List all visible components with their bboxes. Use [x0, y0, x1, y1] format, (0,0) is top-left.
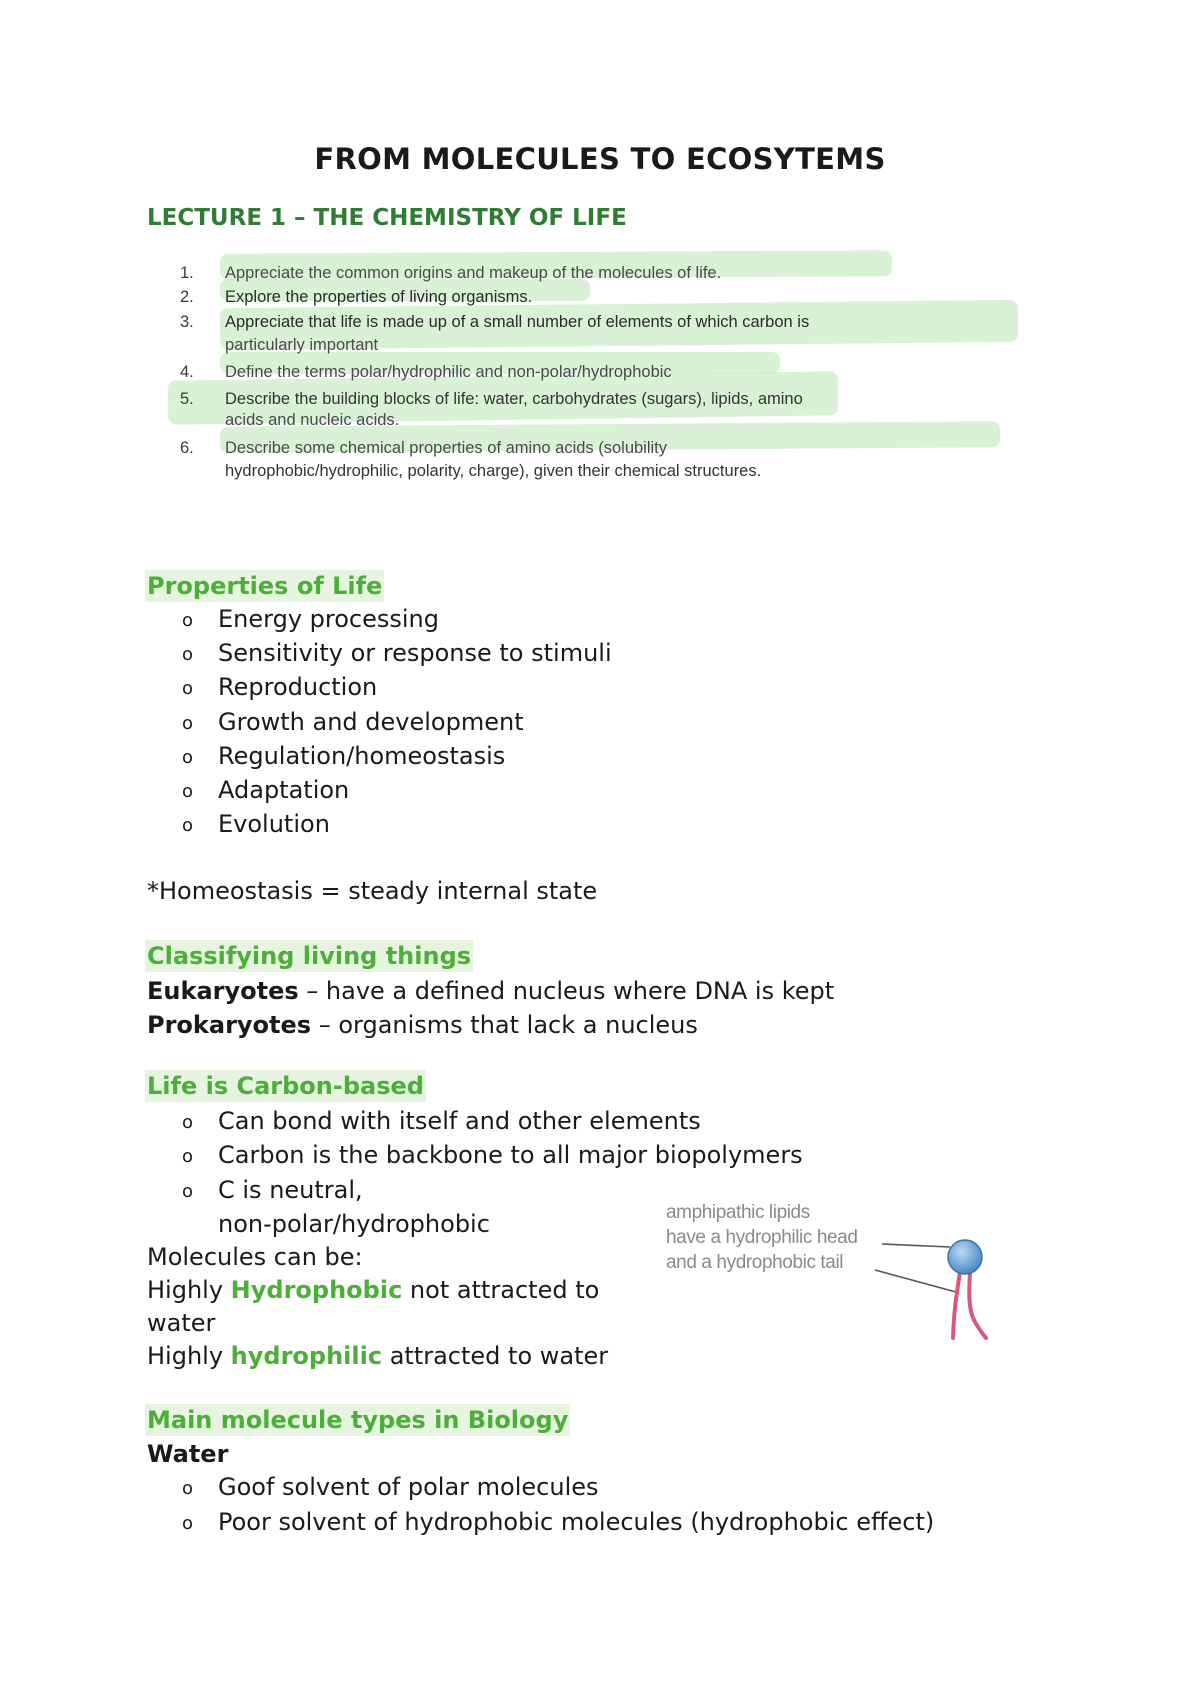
bullet-marker: o — [182, 781, 194, 802]
definition-text: – have a defined nucleus where DNA is kept — [298, 977, 835, 1005]
objective-number: 2. — [180, 288, 194, 306]
bullet-marker: o — [182, 1513, 194, 1534]
bullet-marker: o — [182, 815, 194, 836]
highly-text: Highly — [147, 1276, 231, 1304]
water-subheading — [147, 1437, 228, 1471]
bullet-marker: o — [182, 713, 194, 734]
list-item-continuation: non-polar/hydrophobic — [218, 1210, 490, 1238]
figure-caption-line: and a hydrophobic tail — [666, 1252, 844, 1273]
section-heading-molecule-types: Main molecule types in Biology — [147, 1406, 569, 1434]
highly-text: Highly — [147, 1342, 231, 1370]
figure-caption-line: amphipathic lipids — [666, 1202, 810, 1223]
term-hydrophilic: hydrophilic — [230, 1342, 383, 1370]
water-label: Water — [147, 1440, 229, 1468]
section-heading-carbon: Life is Carbon-based — [147, 1072, 424, 1100]
bullet-marker: o — [182, 1146, 194, 1167]
objective-line: Describe the building blocks of life: water, carbohydrates (sugars), lipids, amino — [225, 390, 803, 408]
hydrophobic-tail-icon — [969, 1272, 986, 1338]
term-prokaryotes: Prokaryotes — [147, 1011, 312, 1039]
objective-line: Appreciate the common origins and makeup of the molecules of life. — [225, 264, 722, 282]
bullet-marker: o — [182, 610, 194, 631]
list-item: Sensitivity or response to stimuli — [218, 639, 612, 667]
prokaryotes-definition — [147, 1008, 698, 1042]
bullet-marker: o — [182, 747, 194, 768]
objective-line: Explore the properties of living organisms. — [225, 288, 533, 306]
figure-caption-line: have a hydrophilic head — [666, 1227, 858, 1248]
objective-line: hydrophobic/hydrophilic, polarity, charge), given their chemical structures. — [225, 462, 762, 480]
lipid-diagram — [660, 1200, 1000, 1350]
list-item: C is neutral, — [218, 1176, 363, 1204]
term-hydrophobic: Hydrophobic — [230, 1276, 403, 1304]
learning-objectives — [180, 252, 1020, 507]
objective-number: 6. — [180, 439, 194, 457]
objective-line: particularly important — [225, 336, 379, 354]
eukaryotes-definition — [147, 974, 834, 1008]
list-item: Energy processing — [218, 605, 439, 633]
lecture-title: LECTURE 1 – THE CHEMISTRY OF LIFE — [147, 205, 627, 231]
list-item: Evolution — [218, 810, 330, 838]
definition-text: not attracted to — [402, 1276, 600, 1304]
section-heading-classifying: Classifying living things — [147, 942, 472, 970]
pointer-line — [882, 1244, 950, 1247]
document-title: FROM MOLECULES TO ECOSYTEMS — [314, 142, 886, 176]
definition-text: – organisms that lack a nucleus — [311, 1011, 698, 1039]
homeostasis-note: *Homeostasis = steady internal state — [147, 877, 598, 905]
list-item: Growth and development — [218, 708, 524, 736]
list-item: Can bond with itself and other elements — [218, 1107, 701, 1135]
hydrophobic-tail-icon — [953, 1272, 960, 1338]
pointer-line — [875, 1270, 956, 1292]
hydrophobic-line — [147, 1273, 599, 1307]
objective-line: Appreciate that life is made up of a small number of elements of which carbon is — [225, 313, 810, 331]
objective-line: acids and nucleic acids. — [225, 411, 400, 429]
objective-number: 3. — [180, 313, 194, 331]
objective-line: Describe some chemical properties of amino acids (solubility — [225, 439, 668, 457]
list-item: Poor solvent of hydrophobic molecules (hydrophobic effect) — [218, 1508, 935, 1536]
molecules-can-be: Molecules can be: — [147, 1243, 363, 1271]
hydrophilic-head-icon — [948, 1240, 982, 1274]
section-heading-properties: Properties of Life — [147, 572, 383, 600]
bullet-marker: o — [182, 1112, 194, 1133]
list-item: Adaptation — [218, 776, 350, 804]
definition-text: attracted to water — [382, 1342, 609, 1370]
hydrophobic-line-continuation: water — [147, 1309, 216, 1337]
hydrophilic-line — [147, 1339, 608, 1373]
bullet-marker: o — [182, 644, 194, 665]
term-eukaryotes: Eukaryotes — [147, 977, 299, 1005]
list-item: Reproduction — [218, 673, 378, 701]
objective-line: Define the terms polar/hydrophilic and non-polar/hydrophobic — [225, 363, 672, 381]
objective-number: 1. — [180, 264, 194, 282]
list-item: Goof solvent of polar molecules — [218, 1473, 599, 1501]
objective-number: 4. — [180, 363, 194, 381]
objective-number: 5. — [180, 390, 194, 408]
amphipathic-lipid-figure — [660, 1200, 1000, 1350]
bullet-marker: o — [182, 678, 194, 699]
list-item: Regulation/homeostasis — [218, 742, 506, 770]
bullet-marker: o — [182, 1181, 194, 1202]
bullet-marker: o — [182, 1478, 194, 1499]
list-item: Carbon is the backbone to all major biopolymers — [218, 1141, 803, 1169]
